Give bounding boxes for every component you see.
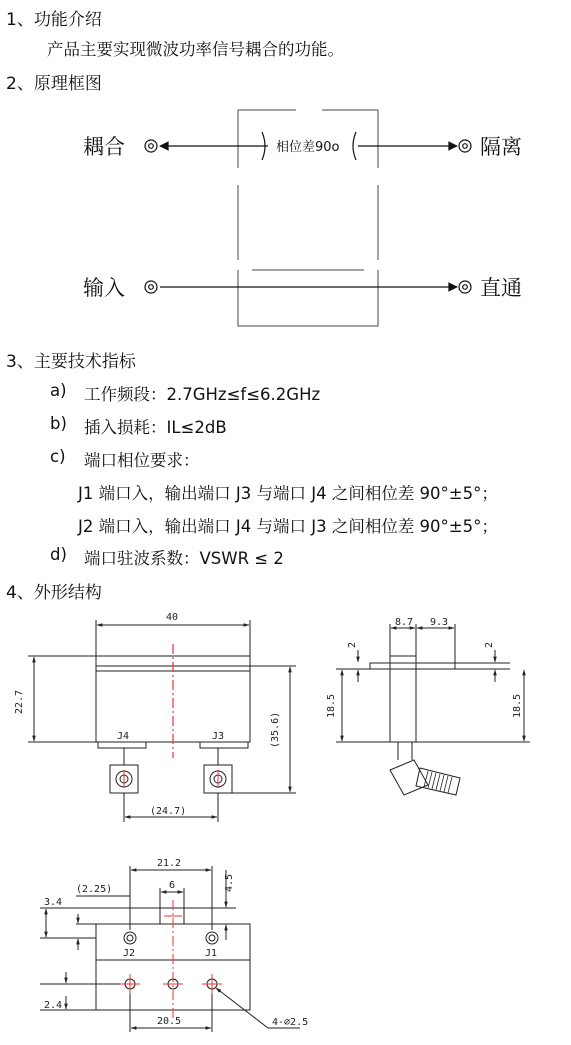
dim-connector-spacing: (24.7) [150,806,187,817]
dim-flange-top: 2 [347,641,358,648]
port-direct-label: 直通 [480,276,522,300]
port-j4-label: J4 [117,731,130,742]
spec-insertion-loss: 插入损耗：IL≤2dB [84,418,227,437]
port-isolated-label: 隔离 [480,135,522,159]
spec-marker-c: c) [50,447,66,466]
dim-flange-right: 2 [484,641,495,648]
spec-phase-j1: J1 端口入，输出端口 J3 与端口 J4 之间相位差 90°±5°； [78,484,498,503]
function-description: 产品主要实现微波功率信号耦合的功能。 [47,40,344,59]
section-heading-block-diagram: 2、原理框图 [6,74,102,94]
spec-frequency-band: 工作频段：2.7GHz≤f≤6.2GHz [84,385,321,404]
spec-vswr: 端口驻波系数：VSWR ≤ 2 [84,549,284,568]
dim-hole-span: 20.5 [157,1016,182,1027]
port-input-label: 输入 [83,276,125,300]
dim-side-height-left: 18.5 [326,693,337,718]
port-j3-label: J3 [212,731,225,742]
side-view [336,624,530,795]
spec-marker-b: b) [50,414,67,433]
dim-tab-height: 4.5 [224,873,235,892]
dim-side-a: 8.7 [395,617,414,628]
phase-difference-label: 相位差90o [276,140,340,155]
spec-phase-requirement: 端口相位要求： [84,451,200,470]
port-j1-label: J1 [205,948,218,959]
section-heading-function: 1、功能介绍 [6,10,102,30]
spec-marker-d: d) [50,545,67,564]
dim-side-b: 9.3 [430,617,449,628]
section-heading-outline: 4、外形结构 [6,583,102,603]
dim-bottom-span: 21.2 [157,858,182,869]
dim-side-height-right: 18.5 [512,693,523,718]
dim-holes: 4-⌀2.5 [272,1017,309,1028]
spec-marker-a: a) [50,381,67,400]
port-j2-label: J2 [123,948,136,959]
dim-tab-width: 6 [169,880,176,891]
section-heading-specs: 3、主要技术指标 [6,352,136,372]
port-coupled-label: 耦合 [83,135,125,159]
dim-offset: (2.25) [76,884,113,895]
front-view [28,620,296,822]
dim-overall: (35.6) [270,711,281,748]
dim-height: 22.7 [14,689,25,714]
dim-edge: 3.4 [44,897,63,908]
dim-hole-edge: 2.4 [44,1000,63,1011]
dim-width: 40 [166,612,179,623]
spec-phase-j2: J2 端口入，输出端口 J4 与端口 J3 之间相位差 90°±5°； [78,517,498,536]
